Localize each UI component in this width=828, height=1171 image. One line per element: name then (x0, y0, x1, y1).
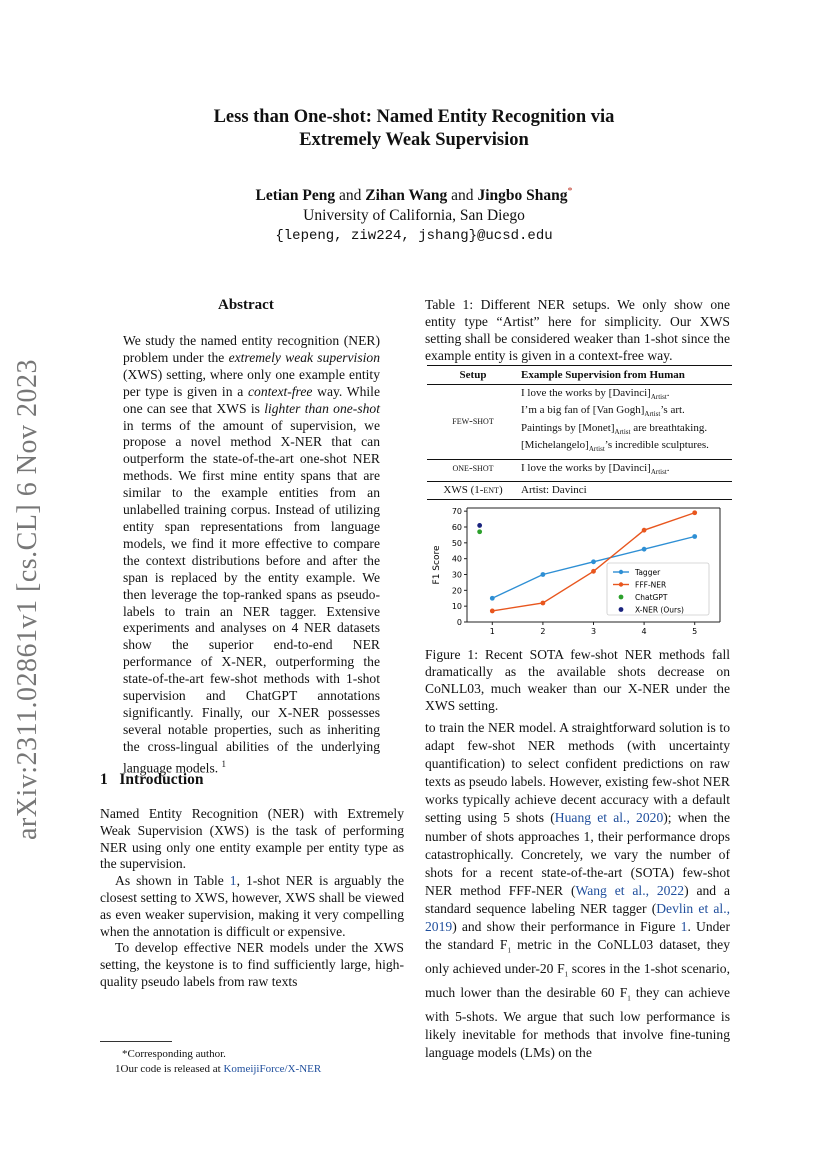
body-seg-5: . Under the standard F (425, 919, 730, 953)
legend-swatch-point (619, 607, 624, 612)
citation-wang-2022[interactable]: Wang et al., 2022 (575, 882, 685, 898)
data-point-tagger (490, 596, 495, 601)
table-ref-link[interactable]: 1 (229, 873, 237, 889)
abstract-em-3: lighter than one-shot (264, 400, 380, 416)
y-tick-label: 50 (451, 538, 462, 548)
subscript-1: 1 (507, 946, 511, 955)
y-tick-label: 30 (451, 570, 462, 580)
col-header-example: Example Supervision from Human (521, 369, 685, 381)
arxiv-stamp: arXiv:2311.02861v1 [cs.CL] 6 Nov 2023 (12, 359, 43, 840)
intro-para-2 (100, 873, 404, 940)
footnote-2 (100, 1062, 425, 1076)
body-seg-4: ) and show their performance in Figure (452, 919, 681, 935)
one-shot-example: I love the works by $[Davinci]_{Artist}$. (521, 461, 670, 476)
subscript-3: 1 (627, 994, 631, 1003)
author-block (0, 182, 828, 246)
legend-label: Tagger (635, 568, 661, 577)
abstract-text (123, 333, 380, 777)
author-emails: {lepeng, ziw224, jshang}@ucsd.edu (275, 228, 553, 245)
footnote-rule (100, 1041, 172, 1042)
data-point-fff-ner (541, 601, 546, 606)
abstract-em-2: context-free (248, 383, 313, 399)
setups-table (427, 365, 732, 500)
body-seg-8: they can achieve with 5-shots. We argue that such low performance is likely inevitable for methods that involve fine-tuning language models (LMs) on the (425, 984, 730, 1060)
y-tick-label: 10 (451, 602, 462, 612)
data-point-tagger (541, 572, 546, 577)
subscript-2: 1 (564, 970, 569, 979)
table-row (427, 459, 732, 481)
legend-swatch-point (619, 570, 623, 574)
legend-label: ChatGPT (635, 593, 668, 602)
y-tick-label: 60 (451, 523, 462, 532)
body-seg-2: ); when the number of shots approaches 1, their performance drops catastrophically. Concretely, we vary the number of shots for a recent state-of-the-art (SOTA) few-shot NER method FFF-NER ( (425, 810, 731, 898)
right-column-body (425, 719, 730, 1062)
abstract-seg-3: way. While one can see that XWS is (123, 383, 380, 416)
affiliation: University of California, San Diego (303, 207, 525, 225)
xws-example: Artist: Davinci (521, 483, 587, 496)
x-tick-label: 2 (540, 627, 546, 636)
figure-caption: Figure 1: Recent SOTA few-shot NER methods fall dramatically as the available shots decrease on CoNLL03, much weaker than our X-NER under the XWS setting. (425, 647, 730, 713)
section-heading-intro: 1 Introduction (100, 771, 204, 788)
data-point-x-ner-ours- (477, 523, 482, 528)
abstract-seg-2: (XWS) setting, where only one example entity per type is given in a (123, 366, 380, 399)
abstract-seg-1: We study the named entity recognition (NER) problem under the (123, 333, 380, 365)
intro-p2-seg-a: As shown in Table (115, 873, 230, 889)
title-line-1: Less than One-shot: Named Entity Recognition via (213, 107, 615, 127)
y-tick-label: 40 (451, 554, 462, 564)
setup-one-shot: one-shot (452, 461, 494, 474)
citation-devlin-2019[interactable]: Devlin et al., 2019 (425, 900, 731, 935)
abstract-seg-4: in terms of the amount of supervision, we propose a novel method X-NER that can outperform the state-of-the-art one-shot NER methods. We first mine entity spans that are similar to the example entities from an unlabelled training corpus. Instead of utilizing entity span representations from language models, we find it more effective to compare the context distributions before and after the span is replaced by the entity example. We then leverage the top-ranked spans as pseudo-labels to train an NER tagger. Extensive experiments and analyses on 4 NER datasets show the superior end-to-end NER performance of X-NER, outperforming the state-of-the-art few-shot methods with 1-shot supervision and ChatGPT annotations significantly. Finally, our X-NER possesses several notable properties, such as inheriting the cross-lingual abilities of the underlying language models. (123, 417, 380, 776)
footnote-2-text: 1Our code is released at (115, 1063, 224, 1075)
abstract-em-1: extremely weak supervision (228, 349, 380, 365)
paper-title (0, 106, 828, 152)
author-2: Zihan Wang (365, 187, 448, 205)
legend-label: X-NER (Ours) (635, 605, 684, 615)
setup-xws: XWS (1-ent) (443, 483, 503, 496)
intro-p2-seg-b: , 1-shot NER is arguably the closest setting to XWS, however, XWS shall be viewed as even weaker supervision, making it very compelling when the annotation is difficult or expensive. (100, 873, 404, 939)
data-point-tagger (642, 547, 647, 552)
title-line-2: Extremely Weak Supervision (299, 130, 529, 150)
citation-huang-2020[interactable]: Huang et al., 2020 (554, 810, 664, 826)
legend-swatch-point (619, 582, 623, 586)
table-row (427, 385, 732, 460)
y-axis-label: F1 Score (432, 545, 442, 585)
setup-few-shot: few-shot (452, 415, 494, 428)
x-tick-label: 3 (590, 627, 597, 636)
corresponding-mark: * (567, 186, 573, 197)
intro-para-3: To develop effective NER models under the XWS setting, the keystone is to find sufficiently large, high-quality pseudo labels from raw texts (100, 940, 404, 989)
few-shot-examples: I love the works by $[Davinci]_{Artist}$. I’m a big fan of [Van $Gogh]_{Artist}’s$ art. Paintings by $[Monet]_{Artist}$ are breathtaking. $[Michelangelo]_{Artist}’s$ incredible sculptures. (521, 387, 709, 454)
y-tick-label: 0 (456, 618, 462, 627)
code-link[interactable]: KomeijiForce/X-NER (223, 1063, 322, 1075)
abstract-heading: Abstract (218, 297, 274, 313)
table-caption: Table 1: Different NER setups. We only show one entity type “Artist” here for simplicity. Our XWS setting shall be considered weaker than 1-shot since the example entity is given in a context-free way. (425, 297, 730, 363)
footnote-1: *Corresponding author. (122, 1048, 226, 1060)
x-tick-label: 4 (641, 627, 647, 636)
data-point-tagger (591, 559, 596, 564)
author-sep-2: and (451, 187, 474, 205)
footnote-mark: 1 (221, 758, 227, 769)
data-point-chatgpt (477, 529, 482, 534)
author-1: Letian Peng (255, 187, 336, 205)
intro-para-1: Named Entity Recognition (NER) with Extremely Weak Supervision (XWS) is the task of performing NER using only one entity example per entity type as the supervision. (100, 806, 404, 872)
legend-swatch-point (619, 595, 624, 600)
x-tick-label: 1 (489, 627, 495, 636)
y-tick-label: 70 (451, 507, 462, 517)
f1-score-chart (425, 500, 730, 640)
intro-text (100, 806, 404, 991)
body-seg-7: scores in the 1-shot scenario, much lower than the desirable 60 F (425, 960, 730, 1000)
y-tick-label: 20 (451, 586, 462, 596)
x-tick-label: 5 (692, 627, 698, 636)
data-point-fff-ner (490, 609, 495, 614)
data-point-fff-ner (692, 510, 697, 515)
body-seg-6: metric in the CoNLL03 dataset, they only achieved under-20 F (425, 937, 730, 976)
data-point-fff-ner (642, 528, 647, 533)
body-seg-3: ) and a standard sequence labeling NER tagger ( (425, 882, 730, 916)
figure-ref-link[interactable]: 1 (680, 919, 688, 935)
data-point-fff-ner (591, 569, 596, 574)
body-seg-1: to train the NER model. A straightforward solution is to adapt few-shot NER methods (with uncertainty quantification) to select confident predictions on raw texts as pseudo labels. However, existing few-shot NER works typically achieve decent accuracy with a default setting using 5 shots ( (425, 720, 730, 826)
col-header-setup: Setup (459, 369, 487, 381)
data-point-tagger (692, 534, 697, 539)
table-row (427, 481, 732, 499)
author-sep-1: and (339, 187, 362, 205)
setups-table-wrap (427, 365, 732, 500)
legend-label: FFF-NER (635, 580, 667, 590)
author-3: Jingbo Shang (477, 187, 568, 205)
